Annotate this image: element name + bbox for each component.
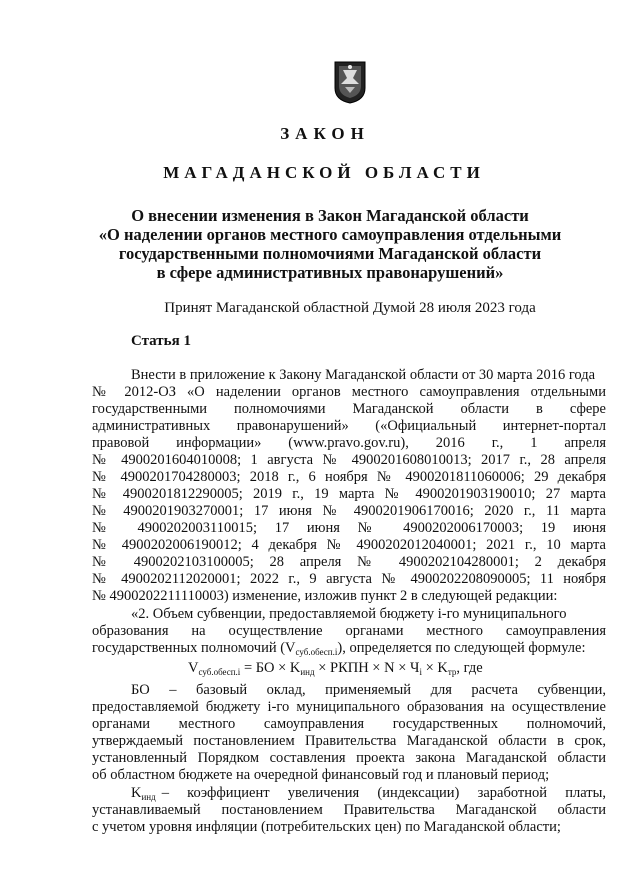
text-line: правовой информации» (www.pravo.gov.ru), 2016 г., 1 апреля	[92, 435, 606, 451]
text-fragment: ), определяется по следующей формуле:	[337, 640, 586, 656]
subscript: инд	[300, 667, 315, 677]
subscript: суб.обесп.i	[295, 647, 338, 657]
text-line: № 4900202112020001; 2022 г., 9 августа № 4900202208090005; 11 ноября	[92, 571, 606, 587]
text-line: № 4900202211110003) изменение, изложив пункт 2 в следующей редакции:	[92, 588, 558, 604]
subscript: i	[419, 667, 422, 677]
text-line: № 4900201903270001; 17 июня № 4900201906170016; 2020 г., 11 марта	[92, 503, 606, 519]
region-heading: МАГАДАНСКОЙ ОБЛАСТИ	[163, 163, 485, 182]
formula-part: , где	[456, 660, 483, 676]
title-line: в сфере административных правонарушений»	[156, 263, 504, 282]
text-fragment: – коэффициент увеличения (индексации) заработной платы,	[161, 785, 606, 801]
adoption-date: Принят Магаданской областной Думой 28 июля 2023 года	[164, 300, 536, 316]
coat-of-arms-emblem	[333, 60, 367, 104]
text-line: № 4900202003110015; 17 июня № 4900202006170003; 19 июня	[92, 520, 606, 536]
text-line: № 4900201704280003; 2018 г., 6 ноября № 4900201811060006; 29 декабря	[92, 469, 606, 485]
article-heading: Статья 1	[131, 333, 191, 349]
text-line: № 4900202006190012; 4 декабря № 4900202012040001; 2021 г., 10 марта	[92, 537, 606, 553]
title-line: «О наделении органов местного самоуправления отдельными	[98, 225, 562, 244]
subscript: тр	[447, 667, 457, 677]
text-line: административных правонарушений» («Официальный интернет-портал	[92, 418, 606, 434]
formula-symbol: K	[437, 660, 448, 676]
text-line: образования на осуществление органами местного самоуправления	[92, 623, 606, 639]
formula	[188, 660, 483, 677]
formula-part: = БО ×	[240, 660, 290, 676]
subscript: инд	[141, 792, 156, 802]
law-title	[80, 206, 580, 282]
title-line: О внесении изменения в Закон Магаданской области	[131, 206, 529, 225]
subscript: суб.обесп.i	[198, 667, 241, 677]
formula-part: ×	[421, 660, 438, 676]
text-line: № 4900201812290005; 2019 г., 19 марта № 4900201903190010; 27 марта	[92, 486, 606, 502]
text-line: утверждаемый постановлением Правительства Магаданской области в срок,	[92, 733, 606, 749]
formula-part: × РКПН × N × Ч	[314, 660, 420, 676]
title-line: государственными полномочиями Магаданской области	[118, 244, 542, 263]
formula-symbol: V	[188, 660, 199, 676]
text-line: органами местного самоуправления государственных полномочий,	[92, 716, 606, 732]
text-line: БО – базовый оклад, применяемый для расчета субвенции,	[131, 682, 606, 698]
text-line: об областном бюджете на очередной финансовый год и плановый период;	[92, 767, 550, 783]
text-line: установленный Порядком составления проекта закона Магаданской области	[92, 750, 606, 766]
text-line: № 2012-ОЗ «О наделении органов местного самоуправления отдельными	[92, 384, 606, 400]
text-line: предоставляемой бюджету i-го муниципального образования на осуществление	[92, 699, 606, 715]
text-line	[92, 640, 606, 661]
text-line: Внести в приложение к Закону Магаданской области от 30 марта 2016 года	[131, 367, 596, 383]
text-line: «2. Объем субвенции, предоставляемой бюджету i-го муниципального	[131, 606, 567, 622]
text-line: государственными полномочиями Магаданской области в сфере	[92, 401, 606, 417]
formula-symbol: K	[131, 785, 142, 801]
text-line: № 4900202103100005; 28 апреля № 4900202104280001; 2 декабря	[92, 554, 606, 570]
text-line: с учетом уровня инфляции (потребительских цен) по Магаданской области;	[92, 819, 561, 835]
formula-symbol: K	[289, 660, 301, 676]
text-line: устанавливаемый постановлением Правительства Магаданской области	[92, 802, 606, 818]
text-fragment: государственных полномочий (V	[92, 640, 296, 656]
text-line: № 4900201604010008; 1 августа № 4900201608010013; 2017 г., 28 апреля	[92, 452, 606, 468]
law-heading: ЗАКОН	[280, 124, 370, 143]
